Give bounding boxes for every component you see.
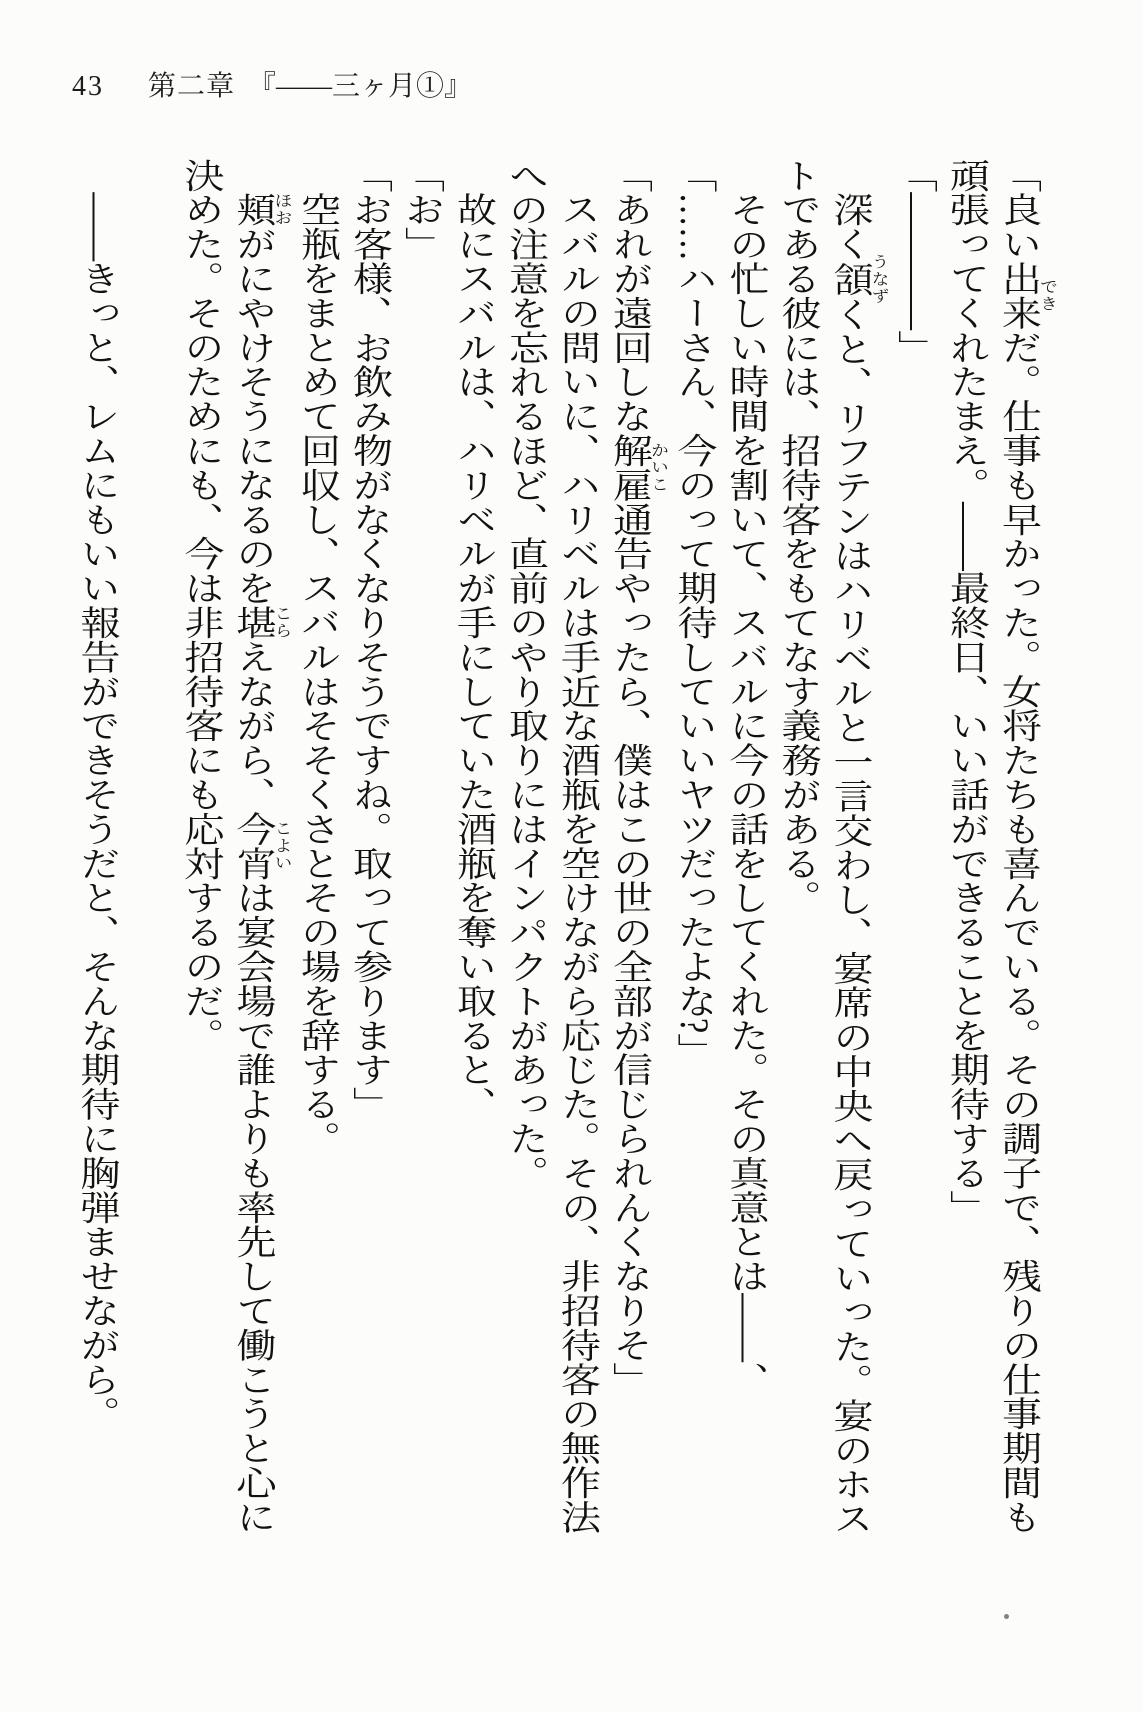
text-line (292, 158, 344, 1551)
text-line (604, 158, 669, 1551)
text-run: スバルの問いに、ハリベルは手近な酒瓶を空けながら応じた。その、非招待客の無作法 (555, 192, 601, 1534)
page-header (72, 70, 472, 104)
text-line (552, 158, 604, 1551)
text-run: くと、リフテンはハリベルと一言交わし、宴席の中央へ戻っていった。宴のホス (828, 297, 873, 1536)
text-line (71, 158, 123, 1551)
text-line (668, 158, 720, 1551)
furigana: うなず (869, 253, 890, 306)
ruby-annotated-text: 頷うなず (828, 253, 890, 306)
text-run: 通告やったら、僕はこの世の全部が信じられんくなりそ」 (607, 502, 653, 1397)
text-run: えながら、 (231, 639, 276, 812)
text-line (396, 158, 448, 1551)
text-line (448, 158, 500, 1551)
text-run: 深く (828, 192, 873, 262)
text-run: への注意を忘れるほど、直前のやり取りにはインパクトがあった。 (503, 158, 549, 1190)
text-line (344, 158, 396, 1551)
ruby-annotated-text: 解雇かいこ (607, 433, 669, 502)
text-run: 頑張ってくれたまえ。――最終日、いい話ができることを期待する」 (944, 158, 990, 1225)
text-run: ――きっと、レムにもいい報告ができそうだと、そんな期待に胸弾ませながら。 (75, 192, 120, 1431)
text-run: 故にスバルは、ハリベルが手にしていた酒瓶を奪い取ると、 (451, 192, 497, 1122)
page-number: 43 (72, 71, 104, 102)
text-run: は宴会場で誰よりも率先して働こうと心に (231, 880, 276, 1534)
print-speck (1004, 1614, 1009, 1619)
text-line (993, 158, 1058, 1551)
furigana: こら (272, 605, 293, 640)
text-line (941, 158, 993, 1551)
ruby-annotated-text: 頬ほお (231, 192, 293, 227)
text-line (772, 158, 824, 1551)
text-line (889, 158, 941, 1551)
text-run: だ。仕事も早かった。女将たちも喜んでいる。その調子で、残りの仕事期間も (996, 330, 1042, 1534)
text-run: 「お客様、お飲み物がなくなりそうですね。取って参ります」 (347, 158, 393, 1122)
text-columns (71, 158, 1057, 1551)
chapter-label: 第二章 (148, 71, 236, 102)
ruby-annotated-text: 堪こら (231, 605, 293, 640)
text-line (500, 158, 552, 1551)
text-run: 空瓶をまとめて回収し、スバルはそそくさとその場を辞する。 (295, 192, 341, 1156)
text-run: 「……ハーさん、今のって期待していいヤツだったよな?」 (672, 158, 717, 1068)
text-run: 「良い (996, 158, 1042, 262)
furigana: かいこ (649, 433, 669, 502)
furigana: こよい (272, 811, 293, 881)
text-run: 「あれが遠回しな (607, 158, 653, 434)
text-line (720, 158, 772, 1551)
ruby-annotated-text: 出来でき (996, 261, 1058, 330)
ruby-annotated-text: 今宵こよい (231, 811, 293, 881)
text-run: 「お」 (399, 158, 445, 262)
furigana: ほお (272, 192, 293, 227)
chapter-title: 『――三ヶ月①』 (248, 71, 473, 102)
text-line (175, 158, 227, 1551)
text-line (824, 158, 889, 1551)
text-run: その忙しい時間を割いて、スバルに今の話をしてくれた。その真意とは――、 (724, 192, 769, 1397)
text-run: トである彼には、招待客をもてなす義務がある。 (776, 158, 821, 915)
text-line (227, 158, 292, 1551)
text-run: 決めた。そのためにも、今は非招待客にも応対するのだ。 (179, 158, 224, 1053)
furigana: でき (1038, 261, 1058, 330)
text-run: 「――――」 (892, 158, 938, 365)
text-run: がにやけそうになるのを (231, 226, 276, 606)
